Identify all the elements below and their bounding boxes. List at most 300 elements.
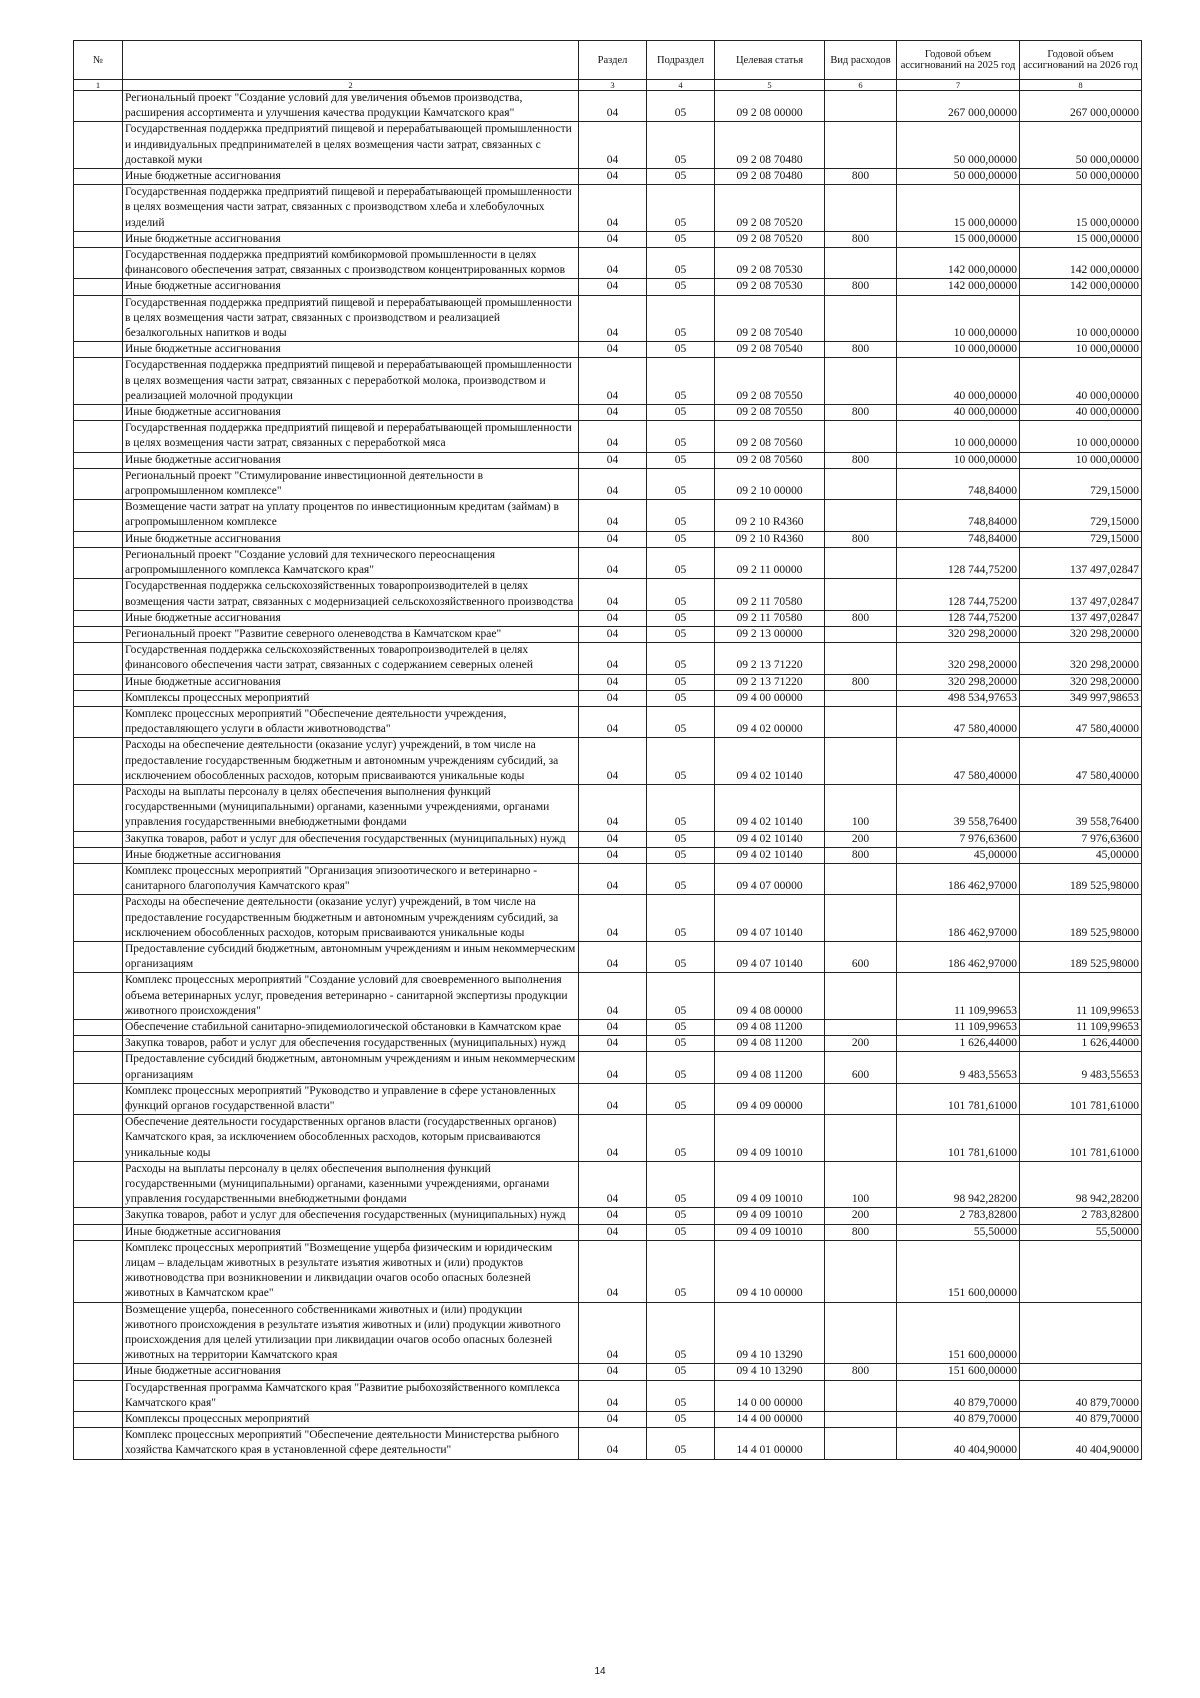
budget-sheet [73,40,1141,1460]
row-subsection-cell: 05 [647,1019,715,1035]
row-amount-2026-cell: 40 000,00000 [1020,358,1142,405]
table-row [74,941,1142,972]
table-row [74,784,1142,831]
row-target-article-cell: 09 2 10 00000 [715,468,825,499]
row-amount-2025-cell: 40 404,90000 [897,1428,1020,1459]
row-target-article-cell: 09 2 08 70540 [715,295,825,342]
table-row [74,1380,1142,1411]
row-amount-2025-cell: 11 109,99653 [897,1019,1020,1035]
row-section-cell: 04 [579,91,647,122]
row-name-cell: Возмещение части затрат на уплату процентов по инвестиционным кредитам (займам) в агропромышленном комплексе [123,500,579,531]
row-subsection-cell: 05 [647,421,715,452]
row-amount-2026-cell [1020,1302,1142,1364]
row-number-cell [74,784,123,831]
row-section-cell: 04 [579,626,647,642]
row-number-cell [74,690,123,706]
table-row [74,405,1142,421]
row-number-cell [74,643,123,674]
row-section-cell: 04 [579,279,647,295]
row-target-article-cell: 09 4 10 13290 [715,1364,825,1380]
row-expense-type-cell [825,1428,897,1459]
row-amount-2026-cell: 142 000,00000 [1020,279,1142,295]
row-number-cell [74,1019,123,1035]
row-subsection-cell: 05 [647,295,715,342]
table-row [74,279,1142,295]
row-expense-type-cell [825,626,897,642]
row-amount-2025-cell: 15 000,00000 [897,231,1020,247]
column-number: 5 [715,80,825,91]
row-amount-2026-cell: 189 525,98000 [1020,863,1142,894]
row-name-cell: Закупка товаров, работ и услуг для обеспечения государственных (муниципальных) нужд [123,1208,579,1224]
row-amount-2026-cell: 320 298,20000 [1020,626,1142,642]
row-amount-2026-cell: 50 000,00000 [1020,169,1142,185]
table-row [74,1115,1142,1162]
table-body [74,91,1142,1460]
row-name-cell: Комплекс процессных мероприятий "Обеспечение деятельности учреждения, предоставляющего услуги в области животноводства" [123,706,579,737]
row-amount-2026-cell: 39 558,76400 [1020,784,1142,831]
row-amount-2026-cell: 47 580,40000 [1020,706,1142,737]
row-subsection-cell: 05 [647,1380,715,1411]
row-number-cell [74,531,123,547]
row-name-cell: Региональный проект "Развитие северного оленеводства в Камчатском крае" [123,626,579,642]
table-row [74,358,1142,405]
row-target-article-cell: 09 4 02 00000 [715,706,825,737]
row-amount-2026-cell: 729,15000 [1020,531,1142,547]
table-row [74,500,1142,531]
row-name-cell: Иные бюджетные ассигнования [123,531,579,547]
row-number-cell [74,973,123,1020]
row-subsection-cell: 05 [647,895,715,942]
column-number: 4 [647,80,715,91]
row-subsection-cell: 05 [647,674,715,690]
row-section-cell: 04 [579,468,647,499]
row-section-cell: 04 [579,847,647,863]
row-amount-2026-cell: 729,15000 [1020,468,1142,499]
row-subsection-cell: 05 [647,1161,715,1208]
row-number-cell [74,1302,123,1364]
row-subsection-cell: 05 [647,500,715,531]
row-amount-2026-cell: 40 879,70000 [1020,1412,1142,1428]
row-number-cell [74,342,123,358]
row-name-cell: Комплекс процессных мероприятий "Обеспечение деятельности Министерства рыбного хозяйства Камчатского края в установленной сфере деятельности" [123,1428,579,1459]
row-expense-type-cell: 600 [825,941,897,972]
row-subsection-cell: 05 [647,547,715,578]
row-amount-2025-cell: 128 744,75200 [897,547,1020,578]
table-header [74,41,1142,91]
row-expense-type-cell: 800 [825,531,897,547]
table-row [74,1019,1142,1035]
row-amount-2025-cell: 9 483,55653 [897,1052,1020,1083]
column-number: 6 [825,80,897,91]
row-amount-2026-cell: 10 000,00000 [1020,421,1142,452]
table-row [74,579,1142,610]
row-target-article-cell: 09 2 08 70530 [715,248,825,279]
row-subsection-cell: 05 [647,941,715,972]
row-number-cell [74,847,123,863]
row-target-article-cell: 09 2 08 70530 [715,279,825,295]
row-target-article-cell: 09 4 00 00000 [715,690,825,706]
row-expense-type-cell [825,973,897,1020]
row-amount-2025-cell: 40 000,00000 [897,358,1020,405]
row-name-cell: Государственная поддержка предприятий комбикормовой промышленности в целях финансового обеспечения затрат, связанных с производством концентрированных кормов [123,248,579,279]
row-section-cell: 04 [579,690,647,706]
row-amount-2025-cell: 39 558,76400 [897,784,1020,831]
row-target-article-cell: 09 2 08 70520 [715,185,825,232]
row-number-cell [74,405,123,421]
row-target-article-cell: 09 2 13 00000 [715,626,825,642]
table-row [74,531,1142,547]
row-target-article-cell: 09 4 09 10010 [715,1115,825,1162]
page-number: 14 [594,1666,606,1677]
row-section-cell: 04 [579,706,647,737]
row-section-cell: 04 [579,358,647,405]
row-target-article-cell: 09 4 07 10140 [715,941,825,972]
row-name-cell: Государственная поддержка предприятий пищевой и перерабатывающей промышленности в целях возмещения части затрат, связанных с переработкой мяса [123,421,579,452]
header-target-article: Целевая статья [715,41,825,80]
column-number: 1 [74,80,123,91]
row-name-cell: Комплексы процессных мероприятий [123,690,579,706]
row-amount-2026-cell: 320 298,20000 [1020,643,1142,674]
table-row [74,122,1142,169]
row-amount-2025-cell: 128 744,75200 [897,579,1020,610]
row-section-cell: 04 [579,973,647,1020]
row-amount-2026-cell: 320 298,20000 [1020,674,1142,690]
row-subsection-cell: 05 [647,738,715,785]
row-amount-2025-cell: 151 600,00000 [897,1240,1020,1302]
row-name-cell: Обеспечение стабильной санитарно-эпидемиологической обстановки в Камчатском крае [123,1019,579,1035]
row-amount-2025-cell: 45,00000 [897,847,1020,863]
row-subsection-cell: 05 [647,847,715,863]
row-name-cell: Закупка товаров, работ и услуг для обеспечения государственных (муниципальных) нужд [123,831,579,847]
row-amount-2025-cell: 320 298,20000 [897,626,1020,642]
row-number-cell [74,941,123,972]
table-row [74,690,1142,706]
row-subsection-cell: 05 [647,91,715,122]
row-subsection-cell: 05 [647,358,715,405]
row-expense-type-cell: 800 [825,610,897,626]
row-target-article-cell: 09 4 08 11200 [715,1052,825,1083]
row-number-cell [74,279,123,295]
row-number-cell [74,122,123,169]
row-section-cell: 04 [579,895,647,942]
row-section-cell: 04 [579,169,647,185]
table-row [74,863,1142,894]
row-section-cell: 04 [579,643,647,674]
row-amount-2026-cell: 45,00000 [1020,847,1142,863]
row-target-article-cell: 09 2 13 71220 [715,643,825,674]
row-name-cell: Комплекс процессных мероприятий "Руководство и управление в сфере установленных функций органов государственной власти" [123,1083,579,1114]
row-amount-2026-cell: 11 109,99653 [1020,973,1142,1020]
row-target-article-cell: 09 4 08 11200 [715,1019,825,1035]
table-row [74,626,1142,642]
row-section-cell: 04 [579,1302,647,1364]
header-number: № [74,41,123,80]
row-expense-type-cell [825,185,897,232]
row-expense-type-cell: 100 [825,784,897,831]
row-amount-2025-cell: 320 298,20000 [897,643,1020,674]
row-expense-type-cell: 200 [825,831,897,847]
row-subsection-cell: 05 [647,452,715,468]
row-subsection-cell: 05 [647,706,715,737]
row-name-cell: Возмещение ущерба, понесенного собственниками животных и (или) продукции животного происхождения в результате изъятия животных и (или) продукции животного происхождения для целей утилизации при ликвидации очагов особо опасных болезней животных на территории Камчатского края [123,1302,579,1364]
row-amount-2026-cell: 98 942,28200 [1020,1161,1142,1208]
row-expense-type-cell: 200 [825,1036,897,1052]
table-row [74,674,1142,690]
table-row [74,421,1142,452]
row-amount-2025-cell: 748,84000 [897,468,1020,499]
row-expense-type-cell: 800 [825,847,897,863]
row-expense-type-cell [825,248,897,279]
row-expense-type-cell [825,358,897,405]
header-expense-type: Вид расходов [825,41,897,80]
row-target-article-cell: 09 4 02 10140 [715,784,825,831]
row-amount-2026-cell: 349 997,98653 [1020,690,1142,706]
table-row [74,895,1142,942]
row-amount-2026-cell: 189 525,98000 [1020,941,1142,972]
row-name-cell: Иные бюджетные ассигнования [123,847,579,863]
table-row [74,1240,1142,1302]
row-number-cell [74,169,123,185]
row-section-cell: 04 [579,610,647,626]
row-section-cell: 04 [579,784,647,831]
row-amount-2026-cell: 11 109,99653 [1020,1019,1142,1035]
row-number-cell [74,610,123,626]
row-subsection-cell: 05 [647,1208,715,1224]
table-row [74,1036,1142,1052]
table-row [74,831,1142,847]
row-subsection-cell: 05 [647,784,715,831]
row-section-cell: 04 [579,1208,647,1224]
row-expense-type-cell [825,122,897,169]
row-expense-type-cell: 800 [825,342,897,358]
row-number-cell [74,1036,123,1052]
row-name-cell: Комплексы процессных мероприятий [123,1412,579,1428]
row-amount-2026-cell: 101 781,61000 [1020,1083,1142,1114]
row-name-cell: Государственная поддержка предприятий пищевой и перерабатывающей промышленности в целях возмещения части затрат, связанных с производством и реализацией безалкогольных напитков и воды [123,295,579,342]
row-name-cell: Комплекс процессных мероприятий "Организация эпизоотического и ветеринарно - санитарного благополучия Камчатского края" [123,863,579,894]
row-amount-2025-cell: 55,50000 [897,1224,1020,1240]
row-amount-2026-cell: 2 783,82800 [1020,1208,1142,1224]
row-expense-type-cell: 800 [825,452,897,468]
row-target-article-cell: 09 4 07 00000 [715,863,825,894]
row-amount-2025-cell: 47 580,40000 [897,706,1020,737]
row-amount-2025-cell: 142 000,00000 [897,279,1020,295]
row-expense-type-cell [825,468,897,499]
row-amount-2025-cell: 142 000,00000 [897,248,1020,279]
row-subsection-cell: 05 [647,626,715,642]
row-name-cell: Иные бюджетные ассигнования [123,674,579,690]
row-subsection-cell: 05 [647,1052,715,1083]
row-number-cell [74,738,123,785]
row-number-cell [74,500,123,531]
row-target-article-cell: 09 4 02 10140 [715,738,825,785]
row-section-cell: 04 [579,1161,647,1208]
row-name-cell: Иные бюджетные ассигнования [123,452,579,468]
row-section-cell: 04 [579,342,647,358]
row-section-cell: 04 [579,1083,647,1114]
row-amount-2026-cell: 9 483,55653 [1020,1052,1142,1083]
row-name-cell: Предоставление субсидий бюджетным, автономным учреждениям и иным некоммерческим организациям [123,941,579,972]
row-number-cell [74,863,123,894]
row-amount-2026-cell: 137 497,02847 [1020,610,1142,626]
row-amount-2025-cell: 101 781,61000 [897,1115,1020,1162]
row-amount-2026-cell: 10 000,00000 [1020,452,1142,468]
header-subsection: Подраздел [647,41,715,80]
table-row [74,847,1142,863]
row-expense-type-cell [825,547,897,578]
row-target-article-cell: 09 4 02 10140 [715,847,825,863]
column-number: 2 [123,80,579,91]
row-subsection-cell: 05 [647,1224,715,1240]
row-amount-2025-cell: 748,84000 [897,500,1020,531]
row-expense-type-cell: 800 [825,1224,897,1240]
row-subsection-cell: 05 [647,1428,715,1459]
row-amount-2026-cell: 15 000,00000 [1020,185,1142,232]
row-expense-type-cell [825,91,897,122]
row-expense-type-cell: 800 [825,279,897,295]
row-section-cell: 04 [579,1364,647,1380]
row-number-cell [74,1161,123,1208]
row-target-article-cell: 09 2 08 00000 [715,91,825,122]
row-amount-2026-cell: 729,15000 [1020,500,1142,531]
table-row [74,91,1142,122]
row-section-cell: 04 [579,1240,647,1302]
row-amount-2025-cell: 1 626,44000 [897,1036,1020,1052]
row-name-cell: Государственная поддержка сельскохозяйственных товаропроизводителей в целях финансового обеспечения части затрат, связанных с содержанием северных оленей [123,643,579,674]
row-expense-type-cell [825,1019,897,1035]
row-name-cell: Комплекс процессных мероприятий "Возмещение ущерба физическим и юридическим лицам – владельцам животных в результате изъятия животных и (или) продуктов животноводства при возникновении и ликвидации очагов особо опасных болезней животных в Камчатском крае" [123,1240,579,1302]
row-section-cell: 04 [579,1224,647,1240]
row-expense-type-cell [825,690,897,706]
row-expense-type-cell [825,1302,897,1364]
row-amount-2026-cell: 267 000,00000 [1020,91,1142,122]
row-subsection-cell: 05 [647,122,715,169]
row-number-cell [74,452,123,468]
row-subsection-cell: 05 [647,643,715,674]
table-row [74,1302,1142,1364]
row-subsection-cell: 05 [647,1364,715,1380]
row-subsection-cell: 05 [647,1412,715,1428]
row-name-cell: Предоставление субсидий бюджетным, автономным учреждениям и иным некоммерческим организациям [123,1052,579,1083]
row-number-cell [74,185,123,232]
table-row [74,1364,1142,1380]
row-subsection-cell: 05 [647,831,715,847]
row-amount-2025-cell: 320 298,20000 [897,674,1020,690]
row-number-cell [74,1208,123,1224]
row-target-article-cell: 09 2 10 R4360 [715,500,825,531]
row-target-article-cell: 09 2 11 70580 [715,610,825,626]
row-amount-2025-cell: 10 000,00000 [897,342,1020,358]
row-amount-2026-cell: 7 976,63600 [1020,831,1142,847]
row-name-cell: Региональный проект "Стимулирование инвестиционной деятельности в агропромышленном комплексе" [123,468,579,499]
table-row [74,1224,1142,1240]
row-subsection-cell: 05 [647,1115,715,1162]
column-number: 7 [897,80,1020,91]
row-section-cell: 04 [579,1052,647,1083]
row-number-cell [74,1052,123,1083]
row-expense-type-cell [825,579,897,610]
row-target-article-cell: 09 2 08 70550 [715,358,825,405]
row-target-article-cell: 09 4 09 10010 [715,1224,825,1240]
row-amount-2026-cell: 40 879,70000 [1020,1380,1142,1411]
row-amount-2026-cell: 47 580,40000 [1020,738,1142,785]
row-amount-2025-cell: 128 744,75200 [897,610,1020,626]
row-section-cell: 04 [579,863,647,894]
row-subsection-cell: 05 [647,248,715,279]
row-amount-2025-cell: 101 781,61000 [897,1083,1020,1114]
row-name-cell: Расходы на обеспечение деятельности (оказание услуг) учреждений, в том числе на предоставление государственным бюджетным и автономным учреждениям субсидий, за исключением обособленных расходов, которым присваиваются уникальные коды [123,738,579,785]
row-amount-2026-cell: 1 626,44000 [1020,1036,1142,1052]
row-name-cell: Государственная поддержка предприятий пищевой и перерабатывающей промышленности в целях возмещения части затрат, связанных с производством хлеба и хлебобулочных изделий [123,185,579,232]
row-number-cell [74,547,123,578]
row-amount-2025-cell: 50 000,00000 [897,169,1020,185]
row-section-cell: 04 [579,547,647,578]
row-target-article-cell: 09 2 13 71220 [715,674,825,690]
column-number: 3 [579,80,647,91]
row-amount-2025-cell: 11 109,99653 [897,973,1020,1020]
row-expense-type-cell [825,1083,897,1114]
row-amount-2025-cell: 50 000,00000 [897,122,1020,169]
row-expense-type-cell [825,863,897,894]
header-section: Раздел [579,41,647,80]
row-expense-type-cell [825,1380,897,1411]
row-name-cell: Закупка товаров, работ и услуг для обеспечения государственных (муниципальных) нужд [123,1036,579,1052]
row-number-cell [74,91,123,122]
row-expense-type-cell: 600 [825,1052,897,1083]
table-row [74,1161,1142,1208]
row-name-cell: Иные бюджетные ассигнования [123,169,579,185]
row-target-article-cell: 09 4 08 11200 [715,1036,825,1052]
row-target-article-cell: 09 4 08 00000 [715,973,825,1020]
row-target-article-cell: 09 4 09 10010 [715,1208,825,1224]
row-expense-type-cell [825,706,897,737]
row-subsection-cell: 05 [647,690,715,706]
table-row [74,643,1142,674]
row-expense-type-cell: 800 [825,1364,897,1380]
row-amount-2025-cell: 10 000,00000 [897,421,1020,452]
table-row [74,185,1142,232]
row-section-cell: 04 [579,1412,647,1428]
row-amount-2025-cell: 267 000,00000 [897,91,1020,122]
table-row [74,1208,1142,1224]
row-target-article-cell: 14 4 00 00000 [715,1412,825,1428]
row-number-cell [74,1412,123,1428]
row-number-cell [74,1380,123,1411]
row-amount-2026-cell: 142 000,00000 [1020,248,1142,279]
row-expense-type-cell [825,1240,897,1302]
row-section-cell: 04 [579,1380,647,1411]
row-target-article-cell: 09 4 09 00000 [715,1083,825,1114]
row-expense-type-cell [825,500,897,531]
row-target-article-cell: 14 4 01 00000 [715,1428,825,1459]
row-name-cell: Государственная поддержка предприятий пищевой и перерабатывающей промышленности и индивидуальных предпринимателей в целях возмещения части затрат, связанных с доставкой муки [123,122,579,169]
row-amount-2026-cell: 10 000,00000 [1020,295,1142,342]
row-expense-type-cell [825,421,897,452]
row-amount-2025-cell: 98 942,28200 [897,1161,1020,1208]
table-row [74,231,1142,247]
row-amount-2025-cell: 151 600,00000 [897,1302,1020,1364]
row-section-cell: 04 [579,122,647,169]
row-expense-type-cell: 200 [825,1208,897,1224]
row-name-cell: Иные бюджетные ассигнования [123,231,579,247]
row-number-cell [74,1224,123,1240]
row-number-cell [74,231,123,247]
row-name-cell: Иные бюджетные ассигнования [123,610,579,626]
row-section-cell: 04 [579,674,647,690]
row-amount-2026-cell: 40 404,90000 [1020,1428,1142,1459]
row-section-cell: 04 [579,231,647,247]
row-number-cell [74,358,123,405]
